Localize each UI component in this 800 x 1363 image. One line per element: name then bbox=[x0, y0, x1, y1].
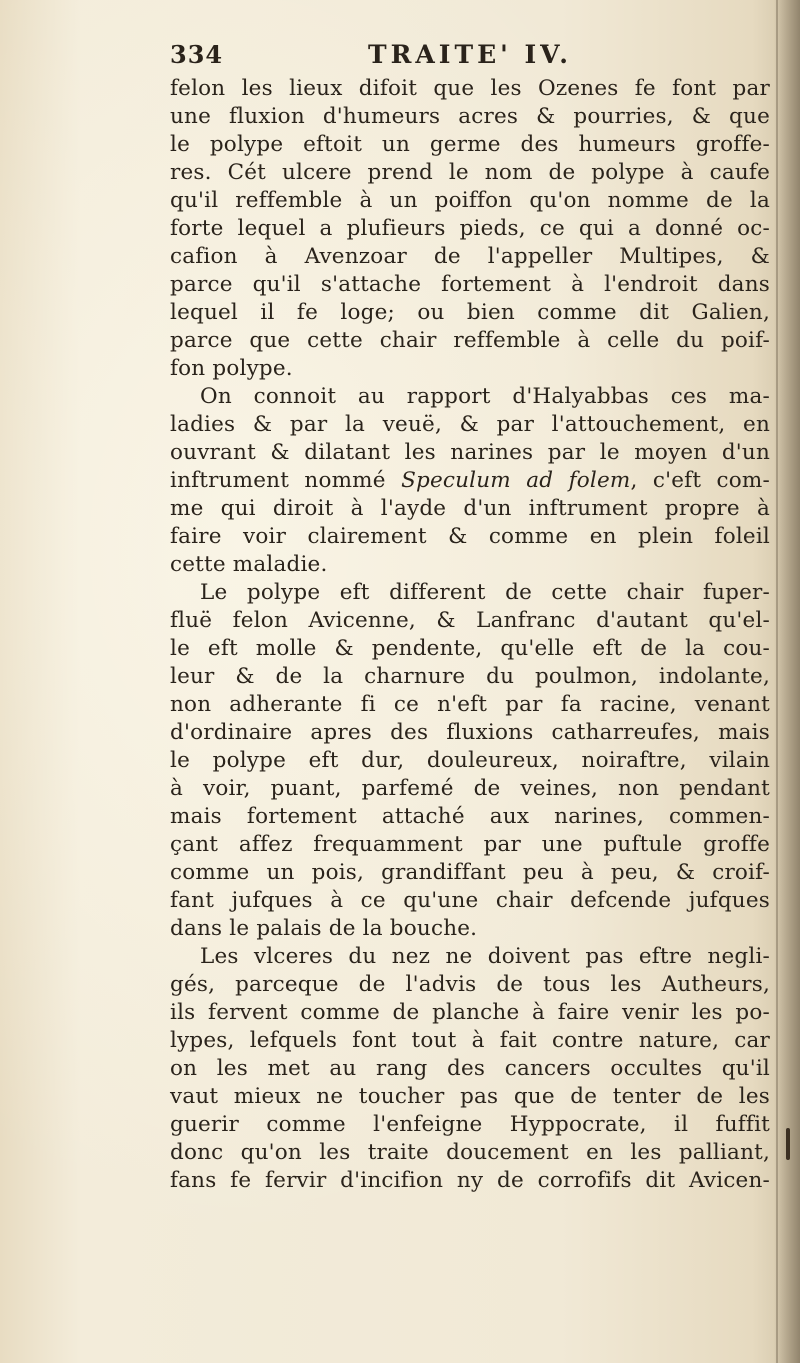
text-line: ouvrant & dilatant les narines par le moyen d'un bbox=[170, 440, 770, 465]
text-line: d'ordinaire apres des fluxions catharreufes, mais bbox=[170, 720, 770, 745]
running-head: TRAITE' IV. bbox=[368, 40, 572, 69]
text-segment: inftrument nommé bbox=[170, 468, 386, 493]
text-line: On connoit au rapport d'Halyabbas ces ma- bbox=[200, 384, 770, 409]
text-line: dans le palais de la bouche. bbox=[170, 916, 478, 941]
page-number: 334 bbox=[170, 40, 224, 69]
text-line: donc qu'on les traite doucement en les palliant, bbox=[170, 1140, 770, 1165]
page-fold bbox=[776, 0, 778, 1363]
text-line: ils fervent comme de planche à faire venir les po- bbox=[170, 1000, 770, 1025]
text-line: fans fe fervir d'incifion ny de corrofifs dit Avicen- bbox=[170, 1168, 770, 1193]
text-line: à voir, puant, parfemé de veines, non pendant bbox=[170, 776, 770, 801]
text-line bbox=[170, 467, 770, 495]
text-line: le polype eftoit un germe des humeurs groffe- bbox=[170, 132, 770, 157]
text-line: ladies & par la veuë, & par l'attouchement, en bbox=[170, 412, 770, 437]
text-line: guerir comme l'enfeigne Hyppocrate, il fuffit bbox=[170, 1112, 770, 1137]
body-text bbox=[170, 75, 770, 1195]
text-line: forte lequel a plufieurs pieds, ce qui a donné oc- bbox=[170, 216, 770, 241]
text-line: cafion à Avenzoar de l'appeller Multipes, & bbox=[170, 244, 770, 269]
text-line: lequel il fe loge; ou bien comme dit Galien, bbox=[170, 300, 770, 325]
text-line: leur & de la charnure du poulmon, indolante, bbox=[170, 664, 770, 689]
text-line: on les met au rang des cancers occultes qu'il bbox=[170, 1056, 770, 1081]
margin-ink-mark bbox=[786, 1128, 790, 1160]
text-line: comme un pois, grandiffant peu à peu, & croif- bbox=[170, 860, 770, 885]
text-line: Les vlceres du nez ne doivent pas eftre negli- bbox=[200, 944, 770, 969]
text-line: gés, parceque de l'advis de tous les Autheurs, bbox=[170, 972, 770, 997]
text-line: mais fortement attaché aux narines, commen- bbox=[170, 804, 770, 829]
text-line: felon les lieux difoit que les Ozenes fe font par bbox=[170, 76, 770, 101]
text-line: fant jufques à ce qu'une chair defcende jufques bbox=[170, 888, 770, 913]
text-line: cette maladie. bbox=[170, 552, 328, 577]
text-line: Le polype eft different de cette chair fuper- bbox=[200, 580, 770, 605]
text-line: qu'il reffemble à un poiffon qu'on nomme de la bbox=[170, 188, 770, 213]
text-line: fluë felon Avicenne, & Lanfranc d'autant qu'el- bbox=[170, 608, 770, 633]
text-line: faire voir clairement & comme en plein foleil bbox=[170, 524, 770, 549]
text-line: non adherante fi ce n'eft par fa racine, venant bbox=[170, 692, 770, 717]
text-line: le eft molle & pendente, qu'elle eft de la cou- bbox=[170, 636, 770, 661]
text-line: parce que cette chair reffemble à celle du poif- bbox=[170, 328, 770, 353]
text-line: res. Cét ulcere prend le nom de polype à caufe bbox=[170, 160, 770, 185]
text-line: vaut mieux ne toucher pas que de tenter de les bbox=[170, 1084, 770, 1109]
text-line: çant affez frequamment par une puftule groffe bbox=[170, 832, 770, 857]
page-header bbox=[168, 40, 768, 80]
text-line: le polype eft dur, douleureux, noiraftre, vilain bbox=[170, 748, 770, 773]
text-line: parce qu'il s'attache fortement à l'endroit dans bbox=[170, 272, 770, 297]
text-line: me qui diroit à l'ayde d'un inftrument propre à bbox=[170, 496, 770, 521]
latin-term: Speculum ad folem bbox=[401, 468, 631, 493]
text-line: lypes, lefquels font tout à fait contre nature, car bbox=[170, 1028, 770, 1053]
text-segment: , c'eft com- bbox=[630, 468, 770, 493]
text-line: une fluxion d'humeurs acres & pourries, & que bbox=[170, 104, 770, 129]
text-line: fon polype. bbox=[170, 356, 293, 381]
